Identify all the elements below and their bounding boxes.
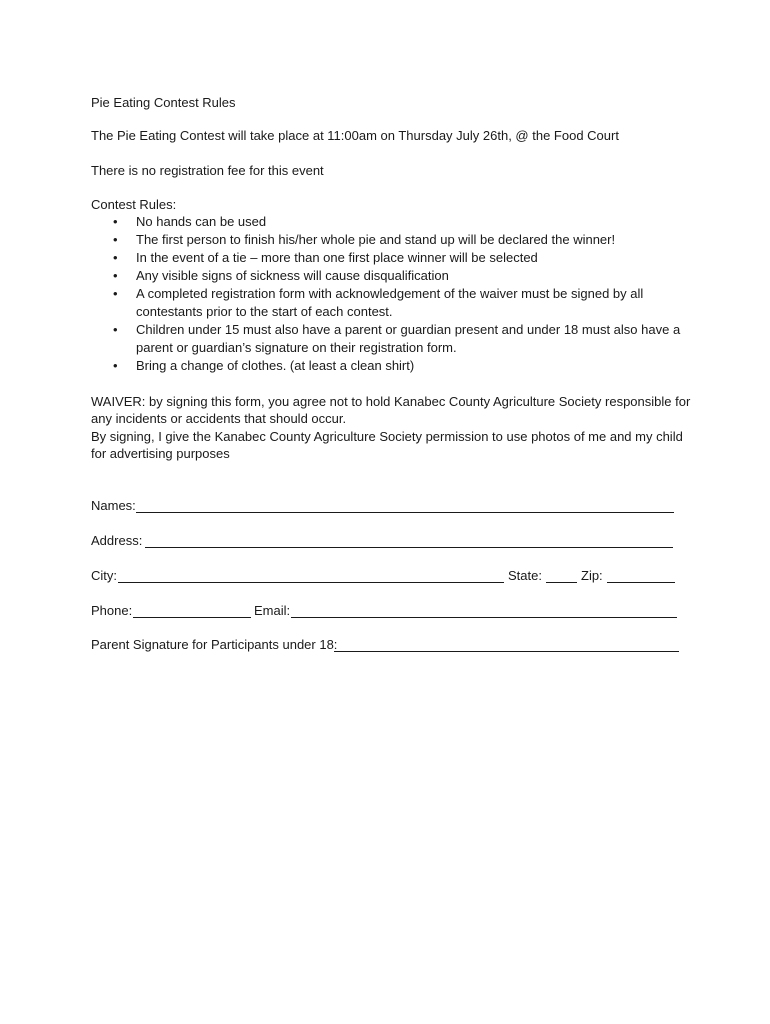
rules-list bbox=[91, 213, 680, 375]
rule-item: • No hands can be used bbox=[91, 213, 680, 231]
rules-heading: Contest Rules: bbox=[91, 197, 177, 212]
waiver-line: By signing, I give the Kanabec County Agriculture Society permission to use photos of me and my child bbox=[91, 429, 683, 444]
rule-item bbox=[91, 285, 680, 321]
rule-text-line: A completed registration form with acknowledgement of the waiver must be signed by all bbox=[136, 286, 644, 301]
rule-item: • In the event of a tie – more than one first place winner will be selected bbox=[91, 249, 680, 267]
city-field[interactable] bbox=[118, 582, 504, 583]
rule-item: • The first person to finish his/her whole pie and stand up will be declared the winner! bbox=[91, 231, 680, 249]
address-label: Address: bbox=[91, 533, 143, 548]
names-row bbox=[91, 497, 675, 515]
state-label: State: bbox=[508, 568, 542, 583]
rule-text-line: contestants prior to the start of each contest. bbox=[136, 304, 393, 319]
parent-signature-field[interactable] bbox=[334, 651, 679, 652]
state-field[interactable] bbox=[546, 582, 577, 583]
waiver-line: for advertising purposes bbox=[91, 446, 230, 461]
phone-email-row bbox=[91, 602, 679, 620]
names-field[interactable] bbox=[136, 512, 674, 513]
rule-item: • Bring a change of clothes. (at least a clean shirt) bbox=[91, 357, 680, 375]
phone-field[interactable] bbox=[133, 617, 251, 618]
rule-item: • Any visible signs of sickness will cause disqualification bbox=[91, 267, 680, 285]
waiver-line: any incidents or accidents that should occur. bbox=[91, 411, 347, 426]
waiver-line: WAIVER: by signing this form, you agree not to hold Kanabec County Agriculture Society responsible for bbox=[91, 394, 691, 409]
city-label: City: bbox=[91, 568, 117, 583]
rule-text-line: Children under 15 must also have a parent or guardian present and under 18 must also have a bbox=[136, 322, 681, 337]
address-row bbox=[91, 532, 675, 550]
city-row bbox=[91, 567, 677, 585]
zip-field[interactable] bbox=[607, 582, 675, 583]
email-field[interactable] bbox=[291, 617, 677, 618]
rule-item bbox=[91, 321, 680, 357]
address-field[interactable] bbox=[145, 547, 673, 548]
rule-text-line: parent or guardian’s signature on their registration form. bbox=[136, 340, 457, 355]
email-label: Email: bbox=[254, 603, 291, 618]
phone-label: Phone: bbox=[91, 603, 133, 618]
parent-signature-label: Parent Signature for Participants under 18: bbox=[91, 637, 338, 652]
zip-label: Zip: bbox=[581, 568, 603, 583]
document-title: Pie Eating Contest Rules bbox=[91, 95, 236, 110]
fee-note: There is no registration fee for this event bbox=[91, 163, 324, 178]
parent-signature-row bbox=[91, 636, 681, 654]
event-details: The Pie Eating Contest will take place at 11:00am on Thursday July 26th, @ the Food Court bbox=[91, 128, 619, 143]
names-label: Names: bbox=[91, 498, 136, 513]
